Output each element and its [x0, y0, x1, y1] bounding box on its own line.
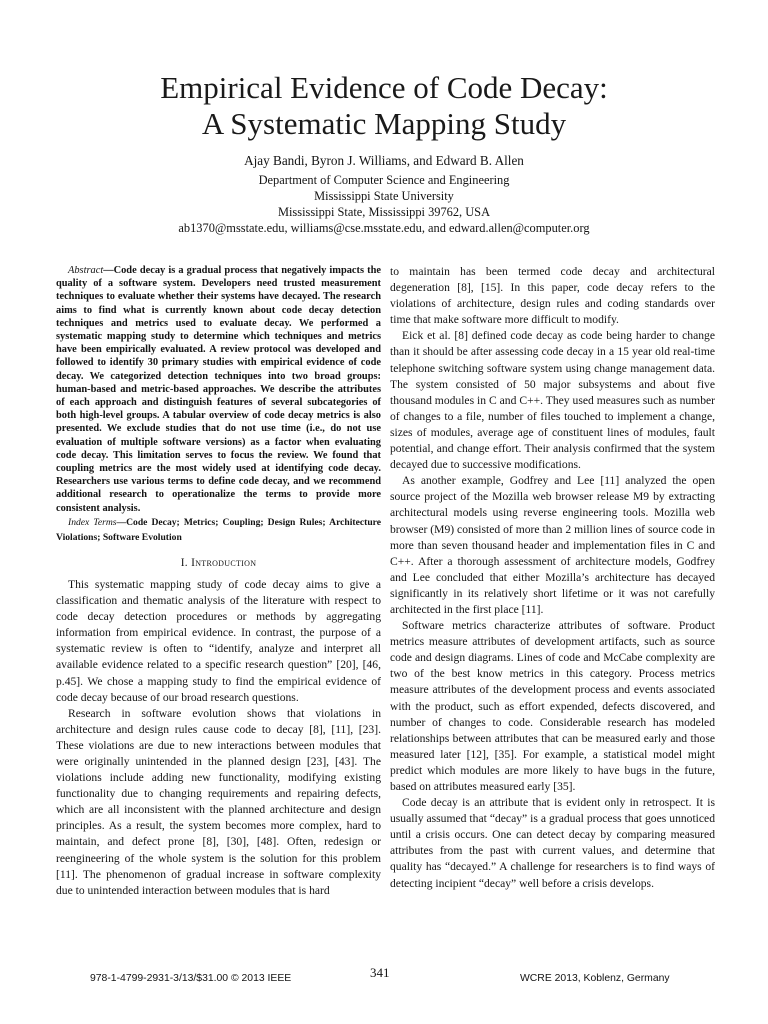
abstract [56, 264, 381, 515]
left-column [56, 264, 381, 899]
author-block [0, 153, 768, 236]
intro-paragraph-2: Research in software evolution shows that violations in architecture and design rules cause code to decay [8], [11], [23]. These violations are due to new interactions between modules that were originally unintended in the planned design [23], [43]. The violations include adding new functionality, modifying existing functionality due to changing requirements and repairing defects, which are all inconsistent with the planned architecture and design principles. As a result, the system becomes more complex, hard to maintain, and defect prone [8], [30], [48]. Often, redesign or reengineering of the whole system is the solution for this problem [11]. The phenomenon of gradual increase in software complexity due to unintended interaction between modules that is hard [56, 706, 381, 897]
abstract-label: Abstract [68, 265, 104, 276]
department: Department of Computer Science and Engineering [258, 173, 510, 187]
emails: ab1370@msstate.edu, williams@cse.msstate.edu, and edward.allen@computer.org [178, 221, 590, 235]
paper-title [0, 70, 768, 142]
index-terms-text: —Code Decay; Metrics; Coupling; Design Rules; Architecture Violations; Software Evolution [56, 516, 381, 543]
intro-paragraph-1: This systematic mapping study of code decay aims to give a classification and thematic analysis of the literature with respect to code decay detection procedures or methods by aggregating information from empirical evidence. In contrast, the purpose of a systematic review is often to “identify, analyze and interpret all available evidence related to a specific research question” [20], [46, p.45]. We chose a mapping study to find the empirical evidence of code decay because of our broad research questions. [56, 577, 381, 704]
title-line-1: Empirical Evidence of Code Decay: [160, 70, 608, 105]
address: Mississippi State, Mississippi 39762, USA [277, 205, 491, 219]
eick-paragraph: Eick et al. [8] defined code decay as code being harder to change than it should be after assessing code decay in a 15 year old real-time telephone switching software system using change management data. The system consisted of 50 major subsystems and about five thousand modules in C and C++. They used measures such as number of changes to a file, number of files touched to implement a change, sizes of modules, average age of constituent lines of modules, fault potential, and change effort. Their analysis confirmed that the system decayed due to successive modifications. [390, 329, 715, 472]
title-line-2: A Systematic Mapping Study [201, 106, 567, 141]
page-number: 341 [370, 965, 390, 980]
author-names: Ajay Bandi, Byron J. Williams, and Edward B. Allen [244, 153, 524, 168]
right-column [390, 264, 715, 892]
metrics-paragraph: Software metrics characterize attributes of software. Product metrics measure attributes of development artifacts, such as source code and design diagrams. Lines of code and McCabe complexity are two of the best know metrics in this category. Process metrics measure attributes of the development process and events associated with the product, such as effort expended, defects discovered, and number of changes to code. Considerable research has modeled relationships between attributes that can be measured early and those measured later [12], [35]. For example, a statistical model might predict which modules are more likely to have bugs in the future, based on attributes measured early [35]. [390, 619, 715, 793]
godfrey-paragraph: As another example, Godfrey and Lee [11] analyzed the open source project of the Mozilla web browser release M9 by extracting architectural models using reverse engineering tools. Mozilla web browser (M9) consisted of more than 2 million lines of source code in more than seven thousand header and implementation files in C and C++. After a thorough assessment of architecture models, Godfrey and Lee concluded that either Mozilla’s architecture has decayed significantly in its relatively short lifetime or it was not carefully architected in the first place [11]. [390, 474, 715, 616]
abstract-text: —Code decay is a gradual process that negatively impacts the quality of a software system. Developers need trusted measurement techniques to evaluate whether their systems have decayed. The research aims to find what is currently known about code decay detection techniques and metrics used to evaluate decay. We performed a systematic mapping study to determine which techniques and metrics have been empirically evaluated. A review protocol was developed and followed to identify 30 primary studies with empirical evidence of code decay. We categorized detection techniques into two broad groups: human-based and metric-based approaches. We describe the attributes of each approach and distinguish features of several subcategories of both high-level groups. A tabular overview of code decay metrics is also presented. We exclude studies that do not use time (i.e., do not use evaluation of multiple software versions) as a factor when evaluating code decay. This limitation serves to focus the review. We found that coupling metrics are the most widely used at identifying code decay. Researchers use various terms to define code decay, and we recommend additional research to operationalize the terms to provide more consistent analysis. [56, 265, 381, 514]
index-terms [56, 515, 381, 545]
intro-paragraph-2-continued: to maintain has been termed code decay and architectural degeneration [8], [15]. In this paper, code decay refers to the violations of architecture, design rules and coding standards over time that make software more difficult to modify. [390, 265, 715, 327]
section-heading-introduction: I. Introduction [180, 556, 257, 569]
footer-venue: WCRE 2013, Koblenz, Germany [520, 973, 670, 984]
footer-isbn: 978-1-4799-2931-3/13/$31.00 © 2013 IEEE [90, 973, 292, 984]
university: Mississippi State University [314, 189, 454, 203]
retrospect-paragraph: Code decay is an attribute that is evident only in retrospect. It is usually assumed that “decay” is a gradual process that goes unnoticed until a crisis occurs. One can detect decay by comparing measured attributes from the past with current values, and determine that quality has “decayed.” A challenge for researchers is to find ways of detecting incipient “decay” well before a crisis develops. [390, 796, 715, 890]
index-terms-label: Index Terms [68, 516, 117, 528]
